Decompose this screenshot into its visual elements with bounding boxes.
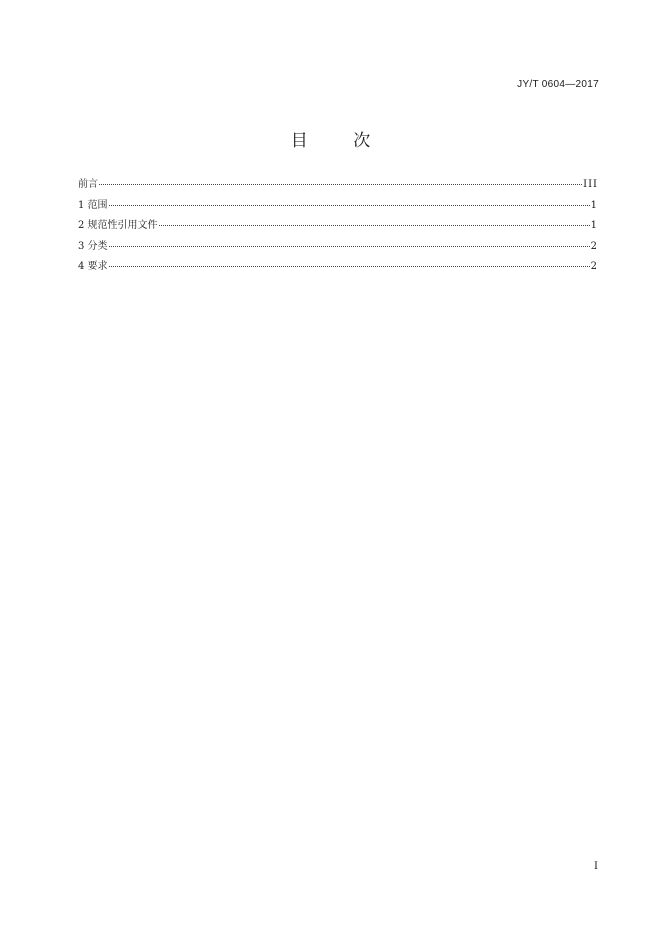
toc-entry-page: 2	[590, 261, 598, 272]
page-number: I	[594, 861, 598, 872]
toc-entry-label: 1 范围	[78, 199, 108, 211]
toc-entry-label: 2 规范性引用文件	[78, 220, 158, 231]
toc-entry-page: 1	[590, 199, 598, 211]
toc-entry-page: 1	[590, 220, 598, 231]
toc-entry-page: III	[583, 179, 598, 190]
toc-entry-requirements[interactable]	[78, 260, 598, 281]
toc-title: 目 次	[290, 131, 372, 151]
toc-entry-foreword[interactable]	[78, 178, 598, 199]
toc-entry-label: 4 要求	[78, 261, 108, 272]
toc-leader-dots	[109, 205, 590, 206]
toc-leader-dots	[109, 246, 590, 247]
toc-entry-classification[interactable]	[78, 240, 598, 261]
toc-entry-normative-references[interactable]	[78, 219, 598, 240]
toc-leader-dots	[109, 266, 590, 267]
standard-code: JY/T 0604—2017	[517, 79, 599, 90]
toc-leader-dots	[159, 225, 590, 226]
table-of-contents	[78, 178, 598, 281]
toc-entry-label: 3 分类	[78, 240, 108, 252]
toc-leader-dots	[99, 184, 582, 185]
toc-entry-scope[interactable]	[78, 199, 598, 220]
toc-entry-page: 2	[590, 240, 598, 252]
toc-entry-label: 前言	[78, 179, 98, 190]
